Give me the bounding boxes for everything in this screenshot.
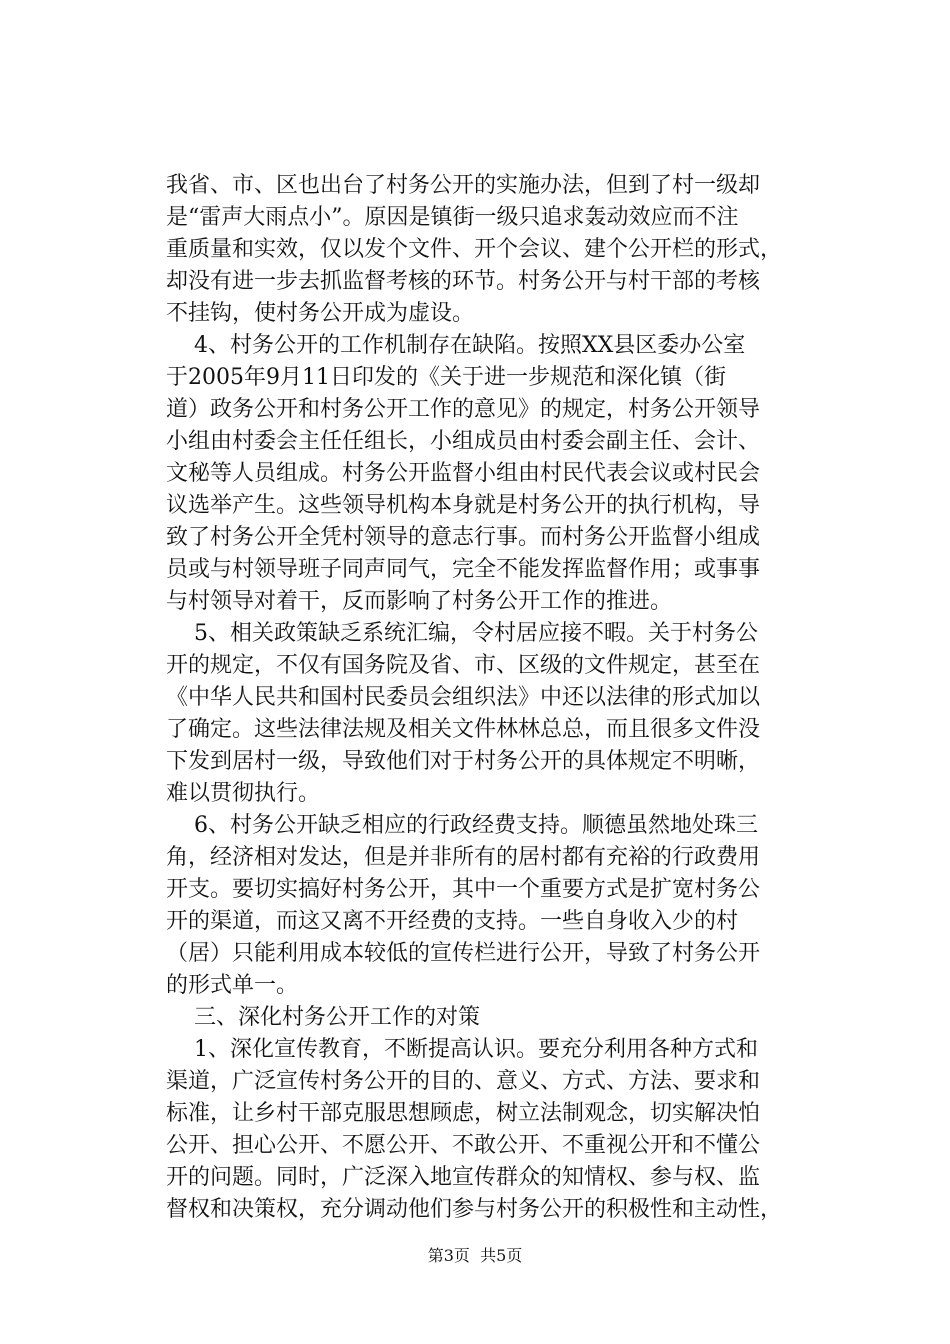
text-line: 不挂钩，使村务公开成为虚设。 bbox=[166, 301, 475, 326]
text-line: 开的问题。同时，广泛深入地宣传群众的知情权、参与权、监 bbox=[166, 1165, 761, 1190]
text-line: 4、村务公开的工作机制存在缺陷。按照XX县区委办公室 bbox=[166, 333, 746, 358]
text-line: 渠道，广泛宣传村务公开的目的、意义、方式、方法、要求和 bbox=[166, 1069, 761, 1094]
text-line: 开的规定，不仅有国务院及省、市、区级的文件规定，甚至在 bbox=[166, 653, 761, 678]
text-line: 重质量和实效，仅以发个文件、开个会议、建个公开栏的形式， bbox=[166, 237, 783, 262]
text-line: 开支。要切实搞好村务公开，其中一个重要方式是扩宽村务公 bbox=[166, 877, 761, 902]
text-line: 公开、担心公开、不愿公开、不敢公开、不重视公开和不懂公 bbox=[166, 1133, 761, 1158]
text-line: 议选举产生。这些领导机构本身就是村务公开的执行机构，导 bbox=[166, 493, 761, 518]
text-line: 了确定。这些法律法规及相关文件林林总总，而且很多文件没 bbox=[166, 717, 761, 742]
text-line: 的形式单一。 bbox=[166, 973, 299, 998]
section-heading: 三、深化村务公开工作的对策 bbox=[166, 1005, 480, 1030]
text-line: 督权和决策权，充分调动他们参与村务公开的积极性和主动性， bbox=[166, 1197, 783, 1222]
text-line: 于2005年9月11日印发的《关于进一步规范和深化镇（街 bbox=[166, 365, 726, 390]
text-line: 文秘等人员组成。村务公开监督小组由村民代表会议或村民会 bbox=[166, 461, 761, 486]
text-line: 标准，让乡村干部克服思想顾虑，树立法制观念，切实解决怕 bbox=[166, 1101, 761, 1126]
text-line: 我省、市、区也出台了村务公开的实施办法，但到了村一级却 bbox=[166, 173, 761, 198]
text-line: 与村领导对着干，反而影响了村务公开工作的推进。 bbox=[166, 589, 673, 614]
text-line: 6、村务公开缺乏相应的行政经费支持。顺德虽然地处珠三 bbox=[166, 813, 758, 838]
page-number-label: 第3页 共5页 bbox=[427, 1246, 523, 1265]
text-line: 5、相关政策缺乏系统汇编，令村居应接不暇。关于村务公 bbox=[166, 621, 758, 646]
text-line: （居）只能利用成本较低的宣传栏进行公开，导致了村务公开 bbox=[166, 941, 761, 966]
page-footer bbox=[0, 1245, 950, 1267]
body-text bbox=[166, 170, 834, 1226]
text-line: 角，经济相对发达，但是并非所有的居村都有充裕的行政费用 bbox=[166, 845, 761, 870]
text-line: 小组由村委会主任任组长，小组成员由村委会副主任、会计、 bbox=[166, 429, 761, 454]
text-line: 难以贯彻执行。 bbox=[166, 781, 321, 806]
text-line: 却没有进一步去抓监督考核的环节。村务公开与村干部的考核 bbox=[166, 269, 761, 294]
text-line: 《中华人民共和国村民委员会组织法》中还以法律的形式加以 bbox=[166, 685, 761, 710]
text-line: 1、深化宣传教育，不断提高认识。要充分利用各种方式和 bbox=[166, 1037, 758, 1062]
text-line: 员或与村领导班子同声同气，完全不能发挥监督作用；或事事 bbox=[166, 557, 761, 582]
text-line: 致了村务公开全凭村领导的意志行事。而村务公开监督小组成 bbox=[166, 525, 761, 550]
text-line: 是“雷声大雨点小”。原因是镇街一级只追求轰动效应而不注 bbox=[166, 205, 739, 230]
text-line: 下发到居村一级，导致他们对于村务公开的具体规定不明晰， bbox=[166, 749, 761, 774]
text-line: 道）政务公开和村务公开工作的意见》的规定，村务公开领导 bbox=[166, 397, 761, 422]
text-line: 开的渠道，而这又离不开经费的支持。一些自身收入少的村 bbox=[166, 909, 739, 934]
